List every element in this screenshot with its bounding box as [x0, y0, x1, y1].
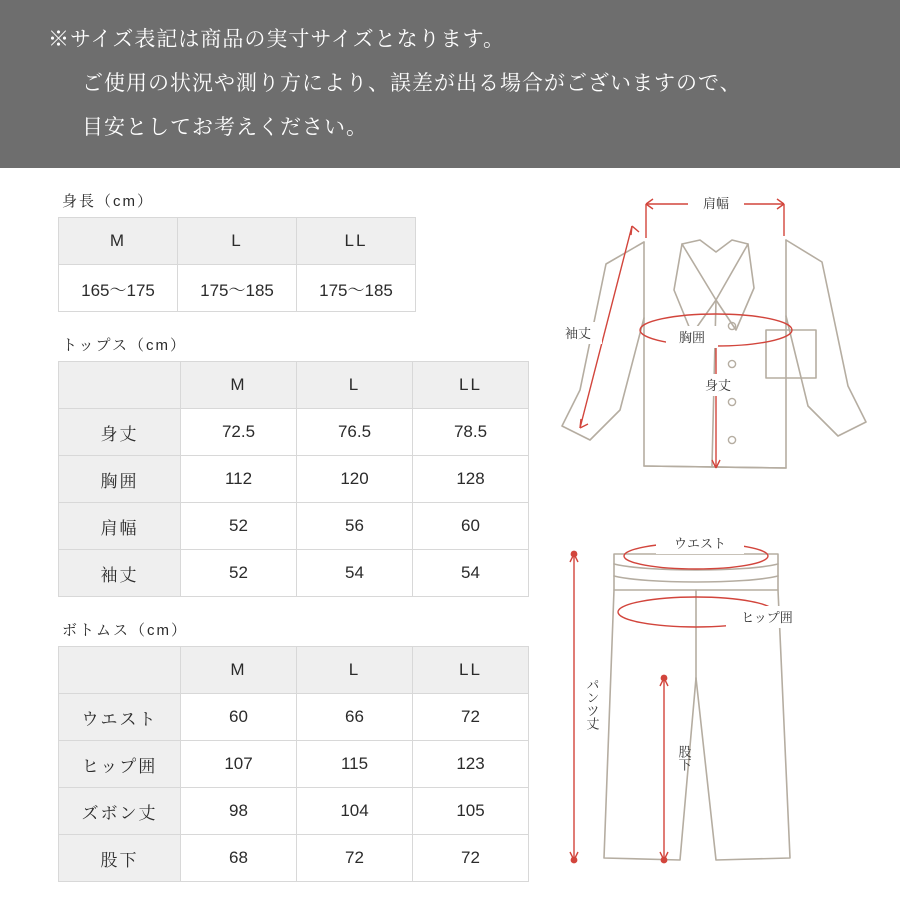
cell-kyoui-l: 120: [297, 456, 413, 503]
cell-matashita-m: 68: [181, 835, 297, 882]
table-row: [59, 409, 529, 456]
cell-hip-ll: 123: [413, 741, 529, 788]
cell-katahaba-m: 52: [181, 503, 297, 550]
col-header-m: M: [59, 218, 178, 265]
height-table: [58, 217, 416, 312]
col-header-l: L: [297, 362, 413, 409]
cell-mitake-m: 72.5: [181, 409, 297, 456]
corner-cell: [59, 362, 181, 409]
height-table-caption: 身長（cm）: [62, 193, 154, 210]
label-body-length: 身丈: [704, 378, 732, 393]
tops-diagram: [540, 178, 888, 508]
cell-height-l: 175〜185: [178, 265, 297, 312]
row-header-katahaba: 肩幅: [59, 503, 181, 550]
row-header-hip: ヒップ囲: [59, 741, 181, 788]
cell-sodetake-m: 52: [181, 550, 297, 597]
table-row: [59, 550, 529, 597]
table-row: [59, 788, 529, 835]
tops-table-caption: トップス（cm）: [62, 337, 187, 354]
size-tables: [58, 190, 528, 882]
label-sleeve-length: 袖丈: [564, 326, 592, 341]
corner-cell: [59, 647, 181, 694]
col-header-m: M: [181, 362, 297, 409]
tops-table: [58, 361, 529, 597]
cell-height-m: 165〜175: [59, 265, 178, 312]
label-hip: ヒップ囲: [741, 610, 793, 625]
cell-matashita-l: 72: [297, 835, 413, 882]
row-header-zubontake: ズボン丈: [59, 788, 181, 835]
table-row: [59, 503, 529, 550]
cell-waist-ll: 72: [413, 694, 529, 741]
measurement-diagrams: [540, 178, 888, 888]
col-header-l: L: [178, 218, 297, 265]
row-header-matashita: 股下: [59, 835, 181, 882]
col-header-m: M: [181, 647, 297, 694]
table-row: [59, 265, 416, 312]
bottoms-table-caption: ボトムス（cm）: [62, 622, 188, 639]
notice-line-1: ※サイズ表記は商品の実寸サイズとなります。: [48, 28, 505, 51]
col-header-ll: LL: [413, 362, 529, 409]
row-header-mitake: 身丈: [59, 409, 181, 456]
bottoms-diagram: [540, 528, 888, 888]
table-header-row: [59, 647, 529, 694]
cell-hip-m: 107: [181, 741, 297, 788]
cell-katahaba-ll: 60: [413, 503, 529, 550]
cell-kyoui-ll: 128: [413, 456, 529, 503]
notice-line-3: 目安としてお考えください。: [82, 116, 368, 139]
cell-katahaba-l: 56: [297, 503, 413, 550]
cell-kyoui-m: 112: [181, 456, 297, 503]
table-header-row: [59, 218, 416, 265]
cell-mitake-l: 76.5: [297, 409, 413, 456]
cell-sodetake-l: 54: [297, 550, 413, 597]
cell-hip-l: 115: [297, 741, 413, 788]
cell-height-ll: 175〜185: [297, 265, 416, 312]
table-row: [59, 835, 529, 882]
label-inseam: 股下: [676, 745, 692, 771]
table-row: [59, 741, 529, 788]
label-pants-length: パンツ丈: [584, 678, 600, 730]
notice-line-2: ご使用の状況や測り方により、誤差が出る場合がございますので、: [82, 72, 742, 95]
label-chest: 胸囲: [678, 330, 706, 345]
bottoms-table: [58, 646, 529, 882]
col-header-ll: LL: [413, 647, 529, 694]
label-shoulder-width: 肩幅: [702, 196, 730, 211]
table-row: [59, 694, 529, 741]
label-waist: ウエスト: [673, 536, 727, 551]
row-header-kyoui: 胸囲: [59, 456, 181, 503]
col-header-l: L: [297, 647, 413, 694]
col-header-ll: LL: [297, 218, 416, 265]
table-header-row: [59, 362, 529, 409]
cell-mitake-ll: 78.5: [413, 409, 529, 456]
table-row: [59, 456, 529, 503]
notice-banner: [0, 0, 900, 168]
cell-zubontake-ll: 105: [413, 788, 529, 835]
cell-waist-l: 66: [297, 694, 413, 741]
cell-matashita-ll: 72: [413, 835, 529, 882]
cell-zubontake-l: 104: [297, 788, 413, 835]
cell-sodetake-ll: 54: [413, 550, 529, 597]
row-header-waist: ウエスト: [59, 694, 181, 741]
cell-zubontake-m: 98: [181, 788, 297, 835]
cell-waist-m: 60: [181, 694, 297, 741]
row-header-sodetake: 袖丈: [59, 550, 181, 597]
